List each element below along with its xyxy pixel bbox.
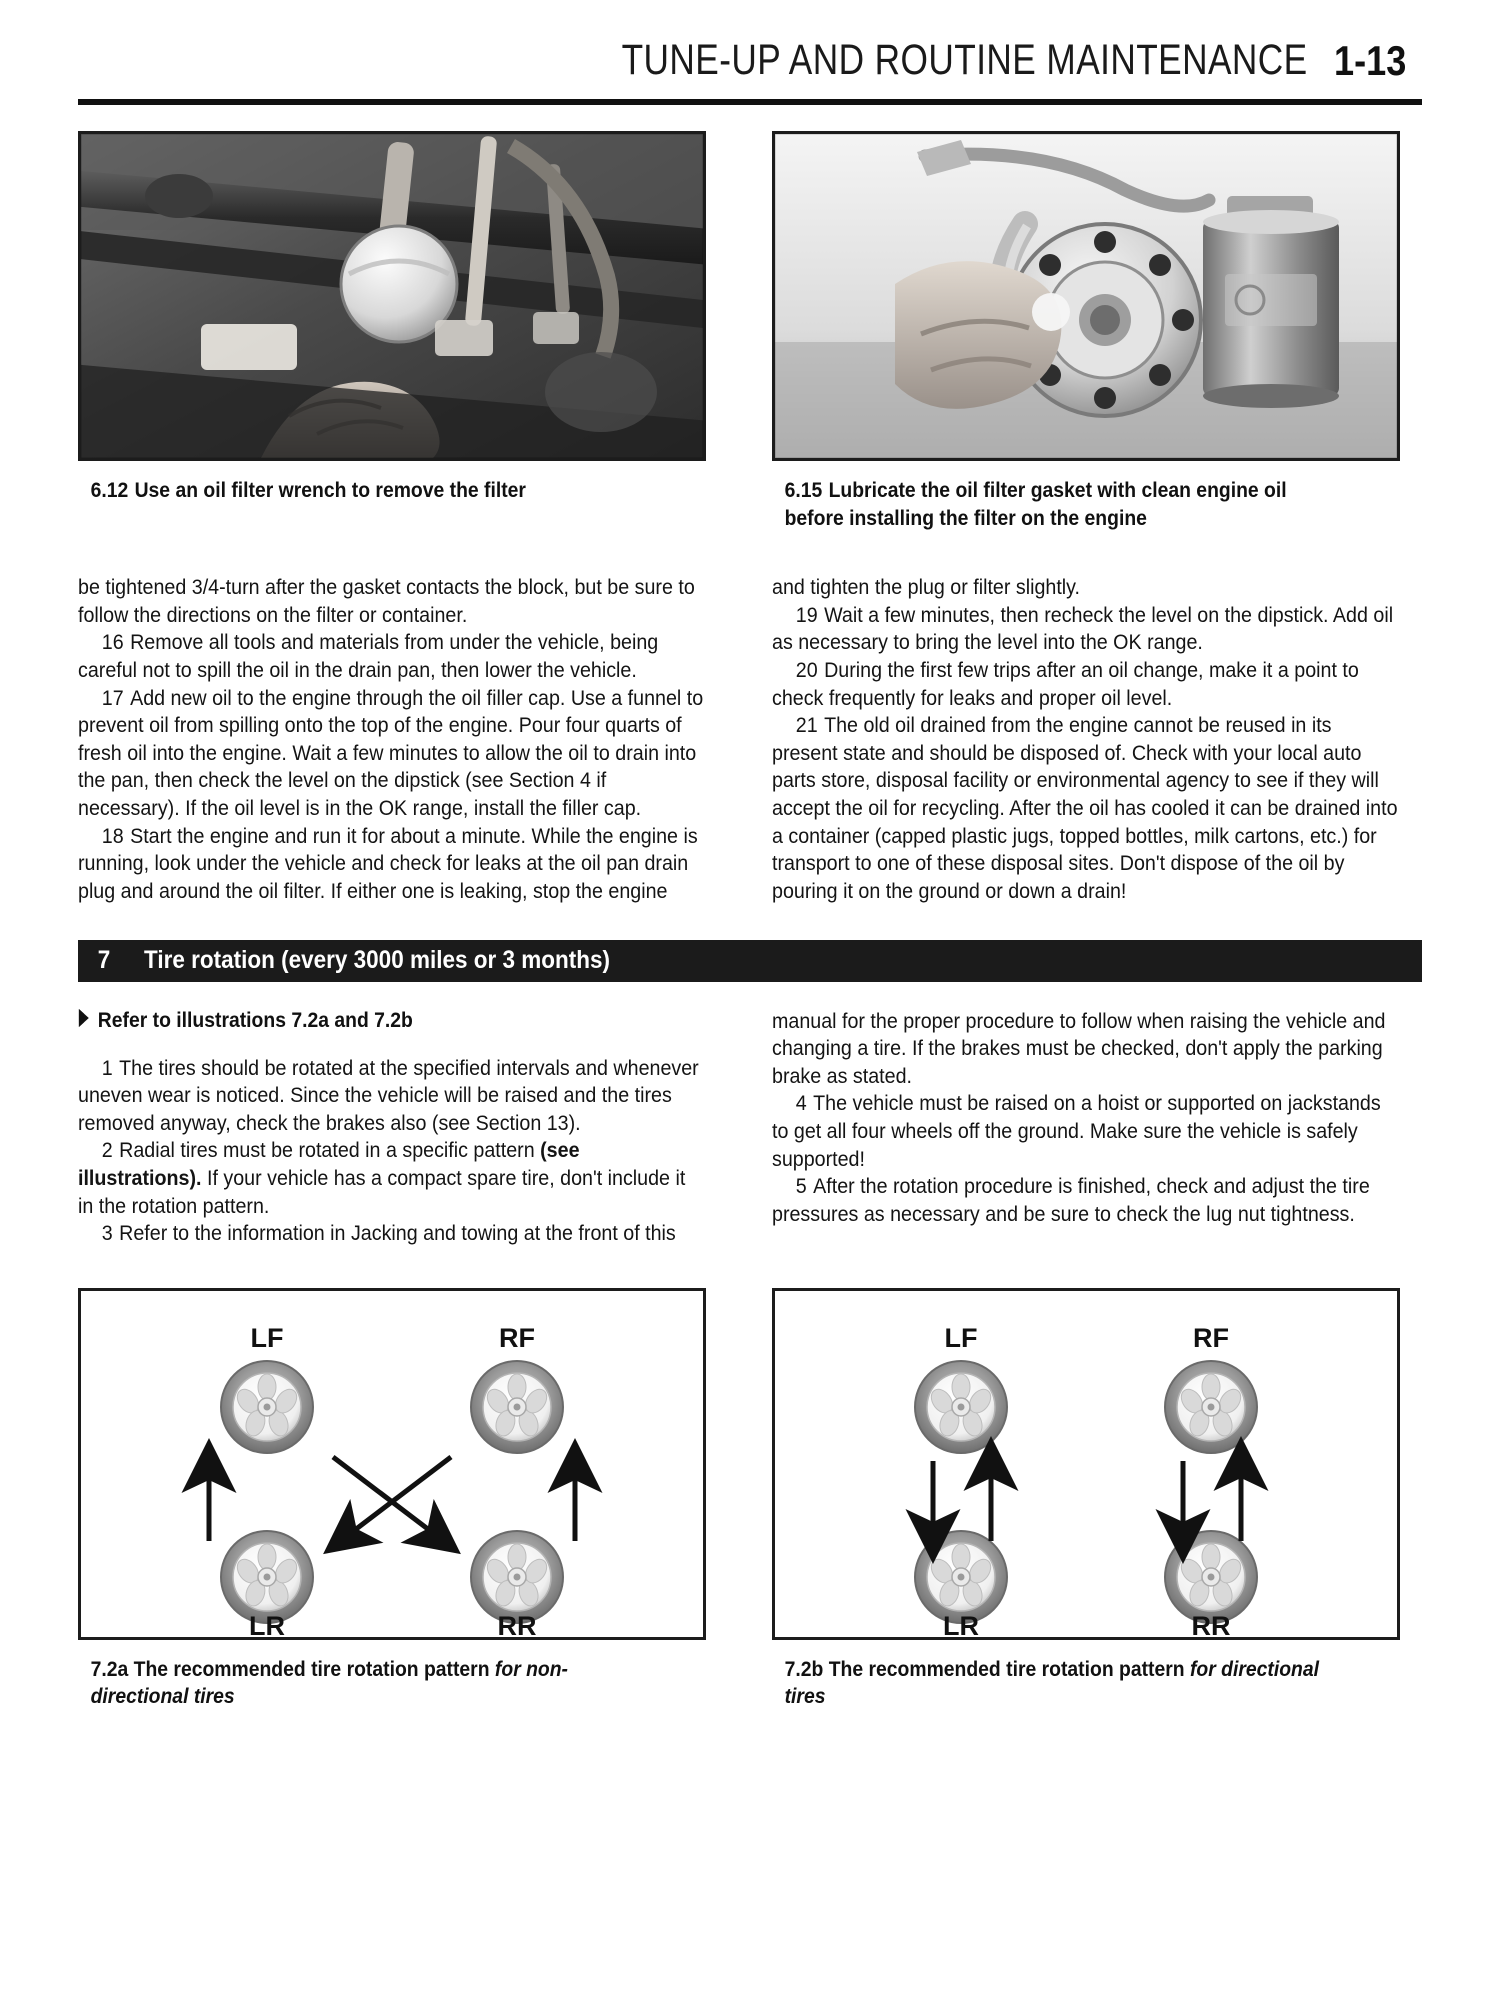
step-text-20: During the first few trips after an oil change, make it a point to check frequently for leaks and proper oil level.	[772, 657, 1359, 710]
step-text-3: Refer to the information in Jacking and towing at the front of this	[119, 1221, 676, 1246]
paragraph-5	[772, 1173, 1398, 1228]
paragraph-18	[78, 823, 704, 906]
step-number-19: 19	[795, 602, 818, 627]
diagram-non-directional	[78, 1288, 706, 1640]
pointer-icon	[78, 1009, 90, 1031]
figure-72a-caption-italic: for non-directional tires	[90, 1656, 569, 1709]
figure-615	[772, 131, 1400, 532]
step-text-16: Remove all tools and materials from under the vehicle, being careful not to spill the oil in the drain pan, then lower the vehicle.	[78, 630, 659, 682]
figure-72a-caption	[78, 1656, 643, 1711]
step-number-5: 5	[795, 1174, 807, 1199]
paragraph-1	[78, 1055, 704, 1138]
step-text-4: The vehicle must be raised on a hoist or supported on jackstands to get all four wheels off the ground. Make sure the vehicle is safely supported!	[772, 1091, 1381, 1171]
photo-oil-filter-wrench	[78, 131, 706, 461]
paragraph-2	[78, 1137, 704, 1220]
section-7-text-row	[78, 982, 1422, 1248]
wheel-label-rf-b: RF	[1193, 1322, 1229, 1353]
wheel-label-rf: RF	[499, 1322, 535, 1353]
refer-text: Refer to illustrations 7.2a and 7.2b	[97, 1007, 413, 1032]
paragraph-16	[78, 629, 704, 684]
paragraph-17	[78, 685, 704, 823]
step-number-21: 21	[795, 713, 818, 738]
paragraph-3-continuation: manual for the proper procedure to follow when raising the vehicle and changing a tire. If the brakes must be checked, don't apply the parking brake as stated.	[772, 1008, 1386, 1088]
oil-change-left-text	[78, 574, 704, 906]
step-number-20: 20	[795, 657, 818, 682]
step-number-2: 2	[101, 1138, 113, 1163]
step-text-21: The old oil drained from the engine cannot be reused in its present state and should be disposed of. Check with your local auto parts store, disposal facility or environmental agency to see if they will accept the oil for recycling. After the oil has cooled it can be drained into a container (capped plastic jugs, topped bottles, milk cartons, etc.) for transport to one of these disposal sites. Don't dispose of the oil by pouring it on the ground or down a drain!	[772, 713, 1398, 903]
wheel-label-lr-b: LR	[943, 1610, 979, 1637]
figure-72b-caption-regular: The recommended tire rotation pattern	[828, 1656, 1190, 1681]
wheel-lr	[221, 1531, 313, 1623]
paragraph-21	[772, 712, 1398, 905]
step-text-1: The tires should be rotated at the specified intervals and whenever uneven wear is noticed. Since the vehicle will be raised and the tires removed anyway, check the brakes also (see Section 13).	[78, 1055, 699, 1135]
wheel-label-lf-b: LF	[944, 1322, 978, 1353]
figure-72a-caption-regular: The recommended tire rotation pattern	[133, 1656, 495, 1681]
figure-72b-number: 7.2b	[784, 1656, 824, 1681]
section-7-header-bar	[78, 940, 1422, 982]
diagram-72b-graphic	[775, 1291, 1397, 1637]
arrow-lf-to-rr	[333, 1457, 441, 1539]
oil-change-right-text	[772, 574, 1398, 906]
figure-615-caption-text: Lubricate the oil filter gasket with clean engine oil before installing the filter on the engine	[784, 478, 1287, 530]
figure-615-number: 6.15	[784, 478, 823, 502]
section-7-right-column	[772, 982, 1400, 1248]
step-text-19: Wait a few minutes, then recheck the level on the dipstick. Add oil as necessary to bring the level into the OK range.	[772, 602, 1394, 655]
oil-change-right-column	[772, 574, 1400, 906]
step-number-16: 16	[101, 630, 124, 655]
figure-612	[78, 131, 706, 532]
step-number-18: 18	[101, 823, 124, 848]
wheel-rf	[471, 1361, 563, 1453]
step-text-17: Add new oil to the engine through the oil filler cap. Use a funnel to prevent oil from spilling onto the top of the engine. Pour four quarts of fresh oil into the engine. Wait a few minutes to allow the oil to drain into the pan, then check the level on the dipstick (see Section 4 if necessary). If the oil level is in the OK range, install the filler cap.	[78, 685, 704, 821]
step-text-2-after: If your vehicle has a compact spare tire, don't include it in the rotation pattern.	[78, 1166, 686, 1218]
wheel-lf	[221, 1361, 313, 1453]
pointer-icon-glyph	[78, 1009, 90, 1027]
figure-72b-caption-italic: for directional tires	[784, 1656, 1320, 1709]
oil-change-left-column	[78, 574, 706, 906]
step-text-5: After the rotation procedure is finished, check and adjust the tire pressures as necessary and be sure to check the lug nut tightness.	[772, 1174, 1370, 1226]
paragraph-continuation: be tightened 3/4-turn after the gasket contacts the block, but be sure to follow the directions on the filter or container.	[78, 575, 695, 627]
figure-612-caption	[78, 477, 643, 505]
wheel-rf-b	[1165, 1361, 1257, 1453]
figure-612-number: 6.12	[90, 478, 129, 502]
figure-72a	[78, 1288, 706, 1711]
arrow-rf-to-lr	[343, 1457, 451, 1539]
figure-612-caption-text: Use an oil filter wrench to remove the filter	[134, 478, 526, 502]
wheel-lf-b	[915, 1361, 1007, 1453]
wheel-rr	[471, 1531, 563, 1623]
oil-change-text-row	[78, 574, 1422, 906]
page-title: TUNE-UP AND ROUTINE MAINTENANCE	[621, 36, 1308, 84]
photo-612-graphic	[81, 134, 703, 458]
page-number: 1-13	[1333, 37, 1407, 84]
section-number: 7	[97, 946, 111, 975]
paragraph-4	[772, 1090, 1398, 1173]
wheel-label-rr-b: RR	[1191, 1610, 1231, 1637]
wheel-lr-b	[915, 1531, 1007, 1623]
step-number-17: 17	[101, 685, 124, 710]
diagram-72a-graphic	[81, 1291, 703, 1637]
paragraph-19	[772, 602, 1398, 657]
figure-row-top	[78, 131, 1422, 532]
figure-615-caption	[772, 477, 1337, 532]
section-7-right-text	[772, 1008, 1398, 1229]
wheel-rr-b	[1165, 1531, 1257, 1623]
wheel-label-lr: LR	[249, 1610, 285, 1637]
figure-72b-caption	[772, 1656, 1337, 1711]
see-illustrations-bold: (see illustrations).	[78, 1138, 580, 1191]
step-number-3: 3	[101, 1221, 113, 1246]
step-text-2-before: Radial tires must be rotated in a specific pattern	[119, 1138, 541, 1163]
paragraph-20	[772, 657, 1398, 712]
section-7-left-text	[78, 1055, 704, 1248]
step-text-18: Start the engine and run it for about a minute. While the engine is running, look under the vehicle and check for leaks at the oil pan drain plug and around the oil filter. If either one is leaking, stop the engine	[78, 823, 698, 903]
header-rule	[78, 99, 1422, 105]
figure-72b	[772, 1288, 1400, 1711]
paragraph-3	[78, 1220, 704, 1248]
section-7-left-column	[78, 982, 706, 1248]
diagram-directional	[772, 1288, 1400, 1640]
photo-615-graphic	[775, 134, 1397, 458]
photo-lubricate-gasket	[772, 131, 1400, 461]
refer-to-illustrations-line	[78, 1008, 643, 1033]
section-title: Tire rotation (every 3000 miles or 3 months)	[144, 946, 611, 975]
paragraph-continuation-right: and tighten the plug or filter slightly.	[772, 575, 1081, 600]
wheel-label-lf: LF	[250, 1322, 284, 1353]
step-number-4: 4	[795, 1091, 807, 1116]
wheel-label-rr: RR	[497, 1610, 537, 1637]
page-header	[78, 0, 1422, 85]
diagram-row	[78, 1288, 1422, 1711]
step-number-1: 1	[101, 1055, 113, 1080]
figure-72a-number: 7.2a	[90, 1656, 129, 1681]
